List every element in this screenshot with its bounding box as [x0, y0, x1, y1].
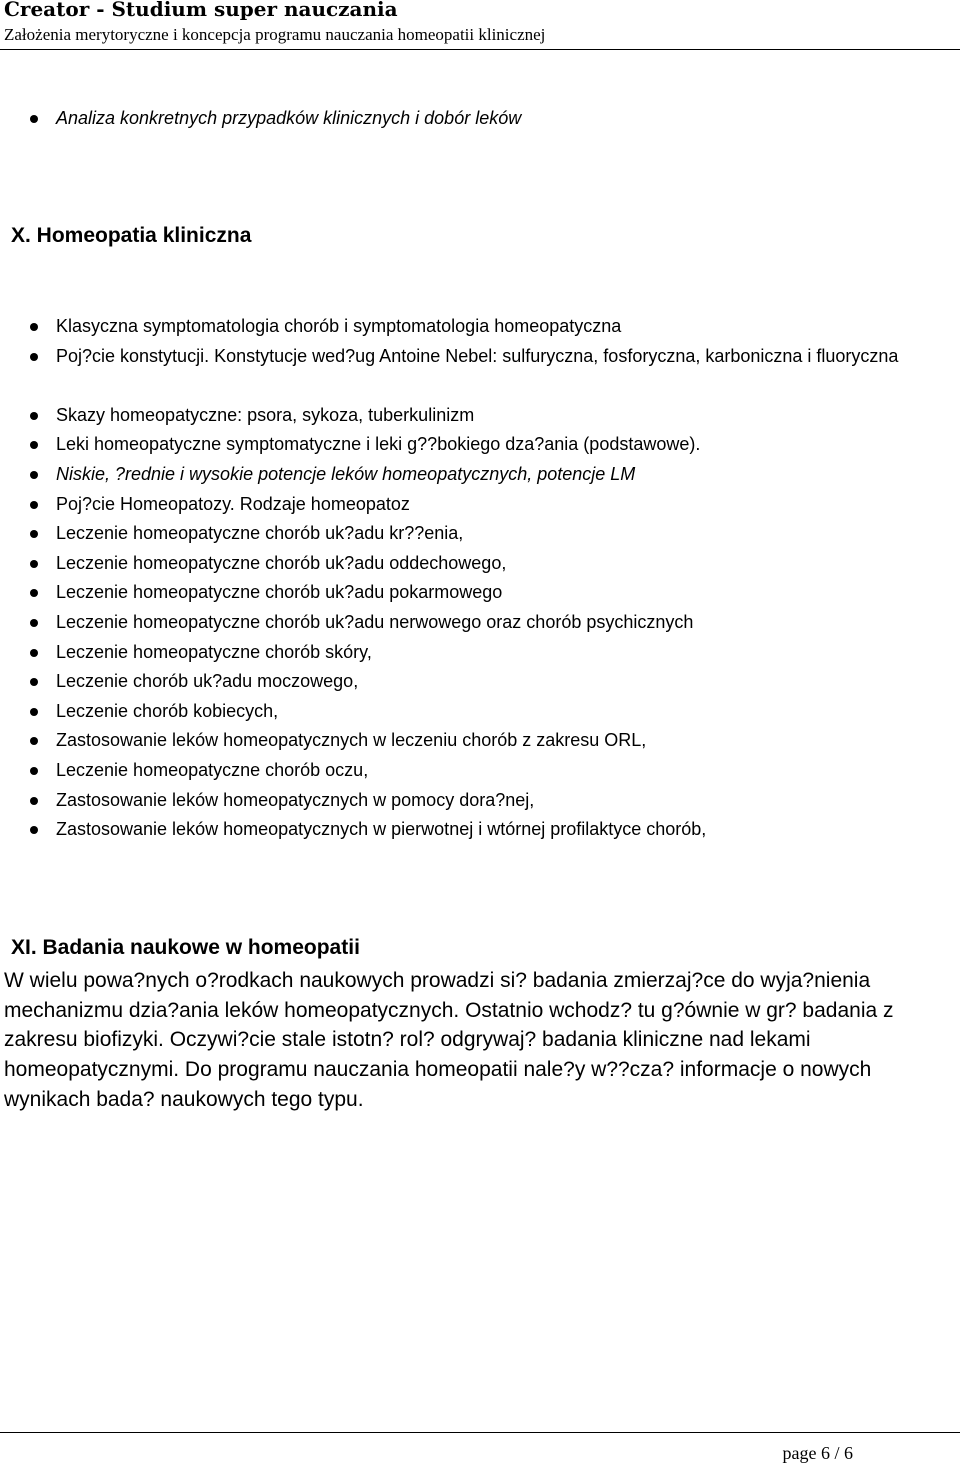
- bullet-icon: [30, 412, 38, 420]
- bullet-icon: [30, 737, 38, 745]
- bullet-icon: [30, 708, 38, 716]
- bullet-icon: [30, 501, 38, 509]
- list-item: Analiza konkretnych przypadków klinicznych i dobór leków: [0, 104, 960, 134]
- bullet-icon: [30, 115, 38, 123]
- bullet-icon: [30, 797, 38, 805]
- bullet-icon: [30, 767, 38, 775]
- list-item: Leczenie chorób kobiecych,: [0, 697, 960, 727]
- bullet-icon: [30, 353, 38, 361]
- bullet-icon: [30, 530, 38, 538]
- list-item: Poj?cie konstytucji. Konstytucje wed?ug Antoine Nebel: sulfuryczna, fosforyczna, karboniczna i fluoryczna: [0, 342, 960, 401]
- list-item: Leczenie homeopatyczne chorób uk?adu kr??enia,: [0, 519, 960, 549]
- section-heading: XI. Badania naukowe w homeopatii: [11, 936, 360, 959]
- list-item: Leczenie homeopatyczne chorób oczu,: [0, 756, 960, 786]
- list-item: Zastosowanie leków homeopatycznych w pierwotnej i wtórnej profilaktyce chorób,: [0, 815, 960, 845]
- bullet-list-section-x: [0, 312, 960, 845]
- list-item: Leczenie homeopatyczne chorób uk?adu oddechowego,: [0, 549, 960, 579]
- list-item: Poj?cie Homeopatozy. Rodzaje homeopatoz: [0, 490, 960, 520]
- list-item: Zastosowanie leków homeopatycznych w pomocy dora?nej,: [0, 786, 960, 816]
- list-item: Klasyczna symptomatologia chorób i symptomatologia homeopatyczna: [0, 312, 960, 342]
- document-title: Creator - Studium super nauczania: [4, 0, 398, 21]
- bullet-icon: [30, 619, 38, 627]
- list-item: Skazy homeopatyczne: psora, sykoza, tuberkulinizm: [0, 401, 960, 431]
- section-heading: X. Homeopatia kliniczna: [11, 224, 252, 247]
- bullet-icon: [30, 589, 38, 597]
- list-item: Zastosowanie leków homeopatycznych w leczeniu chorób z zakresu ORL,: [0, 726, 960, 756]
- section-paragraph: W wielu powa?nych o?rodkach naukowych prowadzi si? badania zmierzaj?ce do wyja?nienia mechanizmu dzia?ania leków homeopatycznych. Ostatnio wchodz? tu g?ównie w gr? badania z zakresu biofizyki. Oczywi?cie stale istotn? rol? odgrywaj? badania kliniczne nad lekami homeopatycznymi. Do programu nauczania homeopatii nale?y w??cza? informacje o nowych wynikach bada? naukowych tego typu.: [4, 969, 894, 1111]
- list-item: Leczenie homeopatyczne chorób uk?adu nerwowego oraz chorób psychicznych: [0, 608, 960, 638]
- bullet-icon: [30, 441, 38, 449]
- list-item: Niskie, ?rednie i wysokie potencje leków homeopatycznych, potencje LM: [0, 460, 960, 490]
- bullet-icon: [30, 678, 38, 686]
- header-divider: [0, 49, 960, 50]
- list-item: Leczenie homeopatyczne chorób uk?adu pokarmowego: [0, 578, 960, 608]
- bullet-icon: [30, 471, 38, 479]
- bullet-icon: [30, 560, 38, 568]
- bullet-icon: [30, 826, 38, 834]
- bullet-icon: [30, 649, 38, 657]
- bullet-list-top: [0, 104, 960, 134]
- page-number: page 6 / 6: [782, 1443, 853, 1463]
- list-item: Leki homeopatyczne symptomatyczne i leki g??bokiego dza?ania (podstawowe).: [0, 430, 960, 460]
- document-subtitle: Założenia merytoryczne i koncepcja programu nauczania homeopatii klinicznej: [4, 25, 546, 44]
- list-item: Leczenie homeopatyczne chorób skóry,: [0, 638, 960, 668]
- page-header: [0, 0, 960, 50]
- footer-divider: [0, 1432, 960, 1433]
- bullet-icon: [30, 323, 38, 331]
- list-item: Leczenie chorób uk?adu moczowego,: [0, 667, 960, 697]
